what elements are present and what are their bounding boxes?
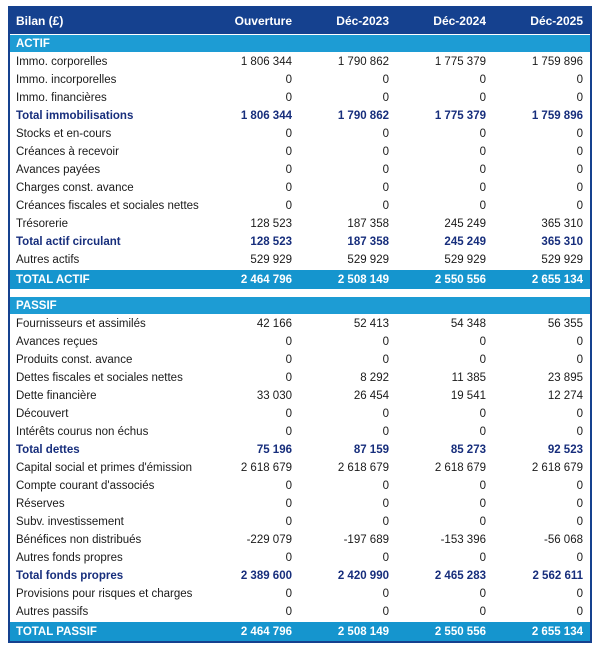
row-value-dec-2024: 11 385 (451, 372, 486, 384)
row-value-dec-2025: 0 (576, 354, 583, 366)
row-value-ouverture: 0 (285, 426, 292, 438)
row-value-ouverture: 0 (285, 498, 292, 510)
row-value-dec-2025: 0 (576, 606, 583, 618)
row-value-dec-2023: 529 929 (347, 254, 389, 266)
row-value-dec-2025: 0 (576, 128, 583, 140)
row-value-dec-2023: 0 (382, 552, 389, 564)
row-value-dec-2025: 0 (576, 200, 583, 212)
row-value-ouverture: 0 (285, 182, 292, 194)
row-value-dec-2025: 2 655 134 (531, 273, 583, 286)
row-value-dec-2025: 2 618 679 (531, 462, 583, 474)
row-label: Capital social et primes d'émission (16, 462, 193, 474)
row-value-dec-2024: 0 (479, 336, 486, 348)
row-value-dec-2025: 0 (576, 74, 583, 86)
row-label: Réserves (16, 498, 65, 510)
row-value-dec-2024: 0 (479, 498, 486, 510)
row-value-dec-2024: 0 (479, 92, 486, 104)
row-value-dec-2025: -56 068 (543, 534, 583, 546)
row-value-dec-2024: 0 (479, 354, 486, 366)
table-row (10, 179, 590, 197)
table-row (10, 269, 590, 289)
table-row (10, 621, 590, 641)
row-value-dec-2023: 0 (382, 498, 389, 510)
row-value-dec-2024: 245 249 (444, 236, 486, 248)
table-row (10, 495, 590, 513)
table-row (10, 459, 590, 477)
table-row (10, 89, 590, 107)
row-value-ouverture: 1 806 344 (240, 110, 292, 122)
table-row (10, 477, 590, 495)
row-label: Total dettes (16, 444, 80, 456)
row-value-ouverture: 128 523 (250, 236, 292, 248)
table-header-row (10, 8, 590, 34)
row-value-dec-2023: 1 790 862 (337, 56, 389, 68)
table-row (10, 125, 590, 143)
row-value-dec-2023: 1 790 862 (337, 110, 389, 122)
row-value-dec-2025: 0 (576, 146, 583, 158)
row-label: Autres fonds propres (16, 552, 123, 564)
row-value-dec-2024: 85 273 (450, 444, 486, 456)
table-row (10, 585, 590, 603)
row-value-ouverture: 2 618 679 (240, 462, 292, 474)
row-value-ouverture: 0 (285, 128, 292, 140)
row-value-dec-2025: 0 (576, 498, 583, 510)
row-value-dec-2025: 529 929 (541, 254, 583, 266)
row-label: Immo. corporelles (16, 56, 108, 68)
row-label: TOTAL PASSIF (16, 625, 97, 638)
row-value-dec-2025: 0 (576, 92, 583, 104)
table-row (10, 215, 590, 233)
row-value-ouverture: 0 (285, 516, 292, 528)
row-value-dec-2023: 2 420 990 (337, 570, 389, 582)
row-value-ouverture: 0 (285, 372, 292, 384)
row-value-ouverture: 128 523 (250, 218, 292, 230)
row-value-dec-2023: 2 508 149 (337, 273, 389, 286)
row-label: Créances fiscales et sociales nettes (16, 200, 199, 212)
table-row (10, 369, 590, 387)
row-value-dec-2023: 0 (382, 200, 389, 212)
row-value-ouverture: 0 (285, 92, 292, 104)
row-label: Stocks et en-cours (16, 128, 112, 140)
row-value-dec-2024: 0 (479, 588, 486, 600)
row-value-dec-2023: 8 292 (360, 372, 389, 384)
row-value-dec-2023: 2 508 149 (337, 625, 389, 638)
row-value-dec-2024: 0 (479, 426, 486, 438)
section-title: PASSIF (16, 299, 57, 312)
row-value-dec-2023: 0 (382, 128, 389, 140)
row-label: Subv. investissement (16, 516, 124, 528)
row-value-dec-2025: 0 (576, 516, 583, 528)
row-value-dec-2023: -197 689 (343, 534, 389, 546)
table-row (10, 387, 590, 405)
row-value-ouverture: 2 464 796 (240, 625, 292, 638)
row-value-dec-2023: 0 (382, 336, 389, 348)
section-spacer (10, 289, 590, 296)
row-label: Provisions pour risques et charges (16, 588, 193, 600)
row-value-dec-2025: 0 (576, 588, 583, 600)
row-value-dec-2024: 529 929 (444, 254, 486, 266)
row-label: Trésorerie (16, 218, 68, 230)
row-value-dec-2023: 0 (382, 606, 389, 618)
row-value-ouverture: 2 464 796 (240, 273, 292, 286)
row-label: Dette financière (16, 390, 97, 402)
row-value-dec-2024: 0 (479, 516, 486, 528)
row-value-ouverture: 0 (285, 588, 292, 600)
row-value-dec-2025: 0 (576, 426, 583, 438)
section-title: ACTIF (16, 37, 50, 50)
row-value-dec-2023: 187 358 (347, 218, 389, 230)
table-row (10, 143, 590, 161)
row-value-dec-2024: 2 618 679 (434, 462, 486, 474)
table-row (10, 567, 590, 585)
row-value-dec-2024: 0 (479, 408, 486, 420)
row-value-dec-2024: 0 (479, 182, 486, 194)
row-value-ouverture: 1 806 344 (240, 56, 292, 68)
row-value-ouverture: -229 079 (246, 534, 292, 546)
row-value-ouverture: 0 (285, 164, 292, 176)
row-label: Total immobilisations (16, 110, 134, 122)
table-row (10, 333, 590, 351)
table-row (10, 161, 590, 179)
row-value-dec-2023: 0 (382, 164, 389, 176)
section-header-row (10, 296, 590, 315)
row-value-dec-2025: 92 523 (547, 444, 583, 456)
row-value-ouverture: 75 196 (256, 444, 292, 456)
row-value-dec-2023: 0 (382, 408, 389, 420)
row-label: Fournisseurs et assimilés (16, 318, 146, 330)
row-value-ouverture: 0 (285, 606, 292, 618)
row-label: Produits const. avance (16, 354, 133, 366)
row-value-dec-2024: 0 (479, 128, 486, 140)
row-label: Autres actifs (16, 254, 80, 266)
row-label: Créances à recevoir (16, 146, 119, 158)
row-value-ouverture: 0 (285, 408, 292, 420)
column-header-dec-2025: Déc-2025 (530, 14, 583, 28)
row-value-dec-2025: 2 562 611 (532, 570, 583, 582)
row-value-ouverture: 0 (285, 336, 292, 348)
row-label: Immo. incorporelles (16, 74, 117, 86)
table-row (10, 351, 590, 369)
row-value-dec-2025: 1 759 896 (531, 56, 583, 68)
row-value-dec-2025: 0 (576, 164, 583, 176)
row-value-dec-2024: 54 348 (450, 318, 486, 330)
row-value-dec-2024: -153 396 (440, 534, 486, 546)
row-value-dec-2025: 0 (576, 480, 583, 492)
row-value-dec-2025: 23 895 (547, 372, 583, 384)
row-label: Bénéfices non distribués (16, 534, 142, 546)
row-label: Compte courant d'associés (16, 480, 155, 492)
row-value-dec-2025: 2 655 134 (531, 625, 583, 638)
table-body (10, 34, 590, 641)
row-value-dec-2023: 0 (382, 146, 389, 158)
column-header-dec-2024: Déc-2024 (433, 14, 486, 28)
table-row (10, 441, 590, 459)
table-row (10, 53, 590, 71)
row-value-dec-2024: 0 (479, 552, 486, 564)
row-value-dec-2023: 0 (382, 74, 389, 86)
row-label: Dettes fiscales et sociales nettes (16, 372, 183, 384)
row-label: Total fonds propres (16, 570, 124, 582)
row-value-dec-2023: 52 413 (353, 318, 389, 330)
row-value-dec-2023: 26 454 (353, 390, 389, 402)
row-value-dec-2024: 0 (479, 74, 486, 86)
row-label: Autres passifs (16, 606, 89, 618)
row-value-dec-2024: 1 775 379 (434, 110, 486, 122)
table-title: Bilan (£) (16, 14, 64, 28)
row-value-dec-2024: 0 (479, 164, 486, 176)
row-value-ouverture: 0 (285, 480, 292, 492)
row-value-dec-2023: 87 159 (353, 444, 389, 456)
table-row (10, 233, 590, 251)
row-label: Avances reçues (16, 336, 98, 348)
row-value-dec-2024: 2 550 556 (434, 273, 486, 286)
row-value-ouverture: 529 929 (250, 254, 292, 266)
row-value-dec-2024: 2 465 283 (434, 570, 486, 582)
row-value-dec-2024: 19 541 (450, 390, 486, 402)
row-value-ouverture: 0 (285, 74, 292, 86)
row-value-ouverture: 2 389 600 (240, 570, 292, 582)
row-value-ouverture: 42 166 (256, 318, 292, 330)
row-value-dec-2024: 1 775 379 (434, 56, 486, 68)
table-row (10, 531, 590, 549)
row-value-dec-2025: 0 (576, 182, 583, 194)
table-row (10, 315, 590, 333)
row-value-dec-2023: 0 (382, 92, 389, 104)
row-label: Immo. financières (16, 92, 107, 104)
row-value-dec-2023: 0 (382, 182, 389, 194)
table-row (10, 513, 590, 531)
row-value-dec-2023: 0 (382, 480, 389, 492)
row-label: Total actif circulant (16, 236, 121, 248)
row-value-dec-2025: 0 (576, 408, 583, 420)
row-value-dec-2024: 0 (479, 480, 486, 492)
table-row (10, 71, 590, 89)
row-value-dec-2025: 0 (576, 336, 583, 348)
table-row (10, 251, 590, 269)
table-row (10, 197, 590, 215)
row-value-dec-2025: 12 274 (547, 390, 583, 402)
column-header-ouverture: Ouverture (234, 14, 292, 28)
row-value-dec-2023: 0 (382, 354, 389, 366)
row-value-ouverture: 0 (285, 354, 292, 366)
section-header-row (10, 34, 590, 53)
row-value-dec-2025: 365 310 (541, 218, 583, 230)
row-value-dec-2023: 187 358 (347, 236, 389, 248)
row-value-dec-2024: 0 (479, 200, 486, 212)
row-label: TOTAL ACTIF (16, 273, 90, 286)
row-value-dec-2025: 0 (576, 552, 583, 564)
row-label: Intérêts courus non échus (16, 426, 149, 438)
row-value-dec-2023: 2 618 679 (337, 462, 389, 474)
row-value-dec-2024: 0 (479, 606, 486, 618)
row-value-dec-2025: 1 759 896 (531, 110, 583, 122)
table-row (10, 405, 590, 423)
row-label: Charges const. avance (16, 182, 134, 194)
row-value-ouverture: 0 (285, 146, 292, 158)
table-row (10, 107, 590, 125)
row-label: Découvert (16, 408, 69, 420)
row-value-dec-2024: 0 (479, 146, 486, 158)
row-label: Avances payées (16, 164, 101, 176)
table-row (10, 549, 590, 567)
column-header-dec-2023: Déc-2023 (336, 14, 389, 28)
row-value-dec-2023: 0 (382, 588, 389, 600)
row-value-ouverture: 0 (285, 552, 292, 564)
balance-sheet-table (8, 6, 592, 643)
row-value-ouverture: 0 (285, 200, 292, 212)
row-value-dec-2024: 245 249 (444, 218, 486, 230)
row-value-dec-2023: 0 (382, 516, 389, 528)
row-value-dec-2023: 0 (382, 426, 389, 438)
table-row (10, 423, 590, 441)
row-value-dec-2025: 56 355 (547, 318, 583, 330)
row-value-ouverture: 33 030 (256, 390, 292, 402)
table-row (10, 603, 590, 621)
row-value-dec-2024: 2 550 556 (434, 625, 486, 638)
row-value-dec-2025: 365 310 (541, 236, 583, 248)
